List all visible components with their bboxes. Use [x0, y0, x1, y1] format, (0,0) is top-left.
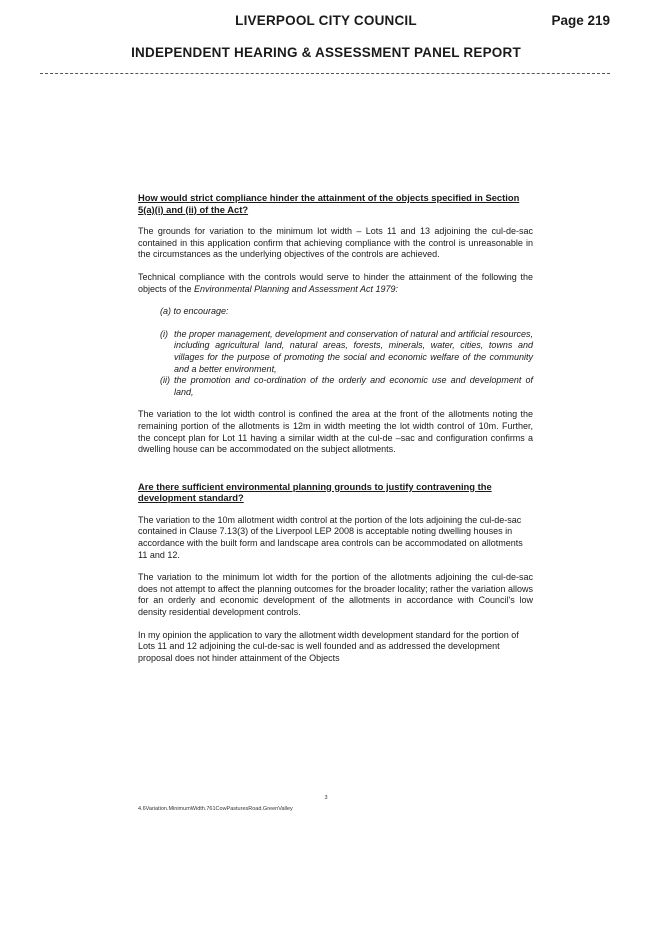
quote-list	[160, 329, 533, 399]
paragraph: The variation to the lot width control is confined the area at the front of the allotments noting the remaining portion of the allotments is 12m in width meeting the lot width control of 10m. Further, the concept plan for Lot 11 having a similar width at the cul-de –sac and configuration confirms a dwelling house can be accommodated on the subject allotments.	[138, 409, 533, 455]
page-number: 3	[324, 795, 328, 801]
header-divider	[40, 73, 610, 74]
paragraph: In my opinion the application to vary the allotment width development standard for the portion of Lots 11 and 12 adjoining the cul-de-sac is well founded and as addressed the development proposal does not hinder attainment of the Objects	[138, 629, 519, 663]
report-subtitle: INDEPENDENT HEARING & ASSESSMENT PANEL REPORT	[131, 45, 521, 60]
page-label: Page 219	[551, 13, 610, 28]
quote-item-text: the proper management, development and conservation of natural and artificial resources, including agricultural land, natural areas, forests, minerals, water, cities, towns and villages for the purpose of promoting the social and economic welfare of the community and a better environment,	[174, 328, 533, 374]
quote-intro: (a) to encourage:	[160, 306, 229, 317]
paragraph-text: Technical compliance with the controls would serve to hinder the attainment of the following the objects of the	[138, 271, 533, 294]
paragraph-act-objects	[138, 272, 533, 295]
paragraph: The variation to the minimum lot width for the portion of the allotments adjoining the cul-de-sac does not attempt to affect the planning outcomes for the broader locality; rather the variation allows for an orderly and economic development of the allotments in accordance with Council's low density residential development controls.	[138, 572, 533, 618]
quote-item-number: (i)	[160, 328, 168, 339]
council-title: LIVERPOOL CITY COUNCIL	[235, 13, 417, 28]
paragraph: The grounds for variation to the minimum lot width – Lots 11 and 13 adjoining the cul-de-sac contained in this application confirm that achieving compliance with the control is unreasonable in the circumstances as the underlying objectives of the controls are achieved.	[138, 226, 533, 260]
report-body	[138, 192, 533, 675]
quote-item-number: (ii)	[160, 375, 170, 386]
quote-item	[160, 375, 533, 398]
paragraph: The variation to the 10m allotment width control at the portion of the lots adjoining the cul-de-sac contained in Clause 7.13(3) of the Liverpool LEP 2008 is acceptable noting dwelling houses in accordance with the built form and landscape area controls can be accommodated on allotments 11 and 12.	[138, 514, 523, 560]
act-name: Environmental Planning and Assessment Act 1979:	[194, 283, 398, 294]
section-heading-compliance: How would strict compliance hinder the attainment of the objects specified in Section 5(a)(i) and (ii) of the Act?	[138, 192, 520, 215]
footer-file-name: 4.6Variation.MinimumWidth.761CowPasturesRoad.GreenValley	[138, 806, 293, 812]
quote-item-text: the promotion and co-ordination of the orderly and economic use and development of land,	[174, 375, 533, 397]
quote-item	[160, 329, 533, 375]
section-heading-grounds: Are there sufficient environmental planning grounds to justify contravening the development standard?	[138, 480, 492, 504]
